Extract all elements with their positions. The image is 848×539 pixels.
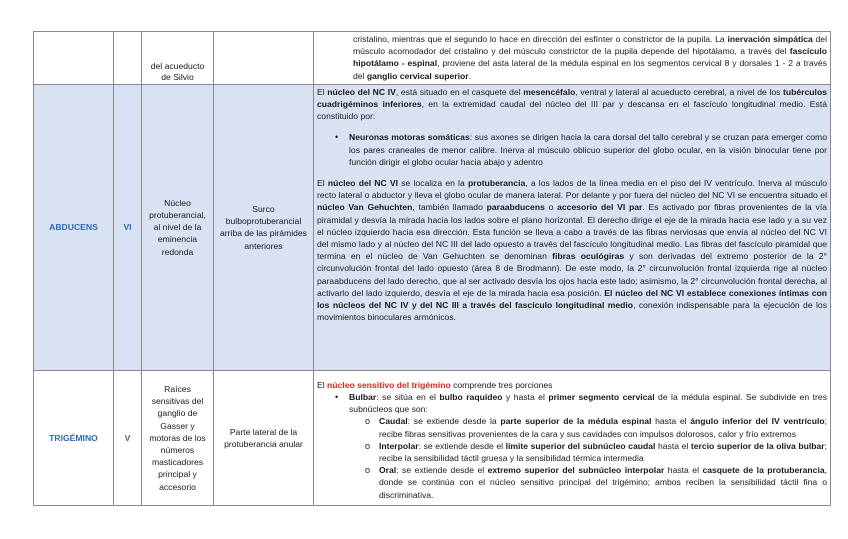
text-run: : se extiende desde la [407, 416, 501, 427]
text-run: . [468, 70, 471, 81]
bold-text: paraabducens [486, 202, 545, 213]
nucleus-abducens: Núcleo protuberancial, al nivel de la eminencia redonda [142, 84, 214, 370]
text-run: , también llamado [412, 202, 487, 213]
bullet-item-neuronas [317, 131, 827, 168]
bold-text: Oral [379, 465, 397, 476]
text-run: hasta el [655, 440, 691, 451]
bullet-item-bulbar [317, 391, 827, 415]
sub-bullet-glyph: o [365, 465, 371, 476]
text-run: , ventral y lateral al acueducto cerebral, a nivel de los [575, 86, 784, 97]
sub-bullet-text-oral [379, 464, 827, 501]
sub-bullet-glyph: o [365, 416, 371, 427]
bold-text: límite superior del subnúcleo caudal [505, 440, 656, 451]
paragraph-trigemino-intro [317, 379, 827, 391]
text-run: y son derivadas del extremo posterior de la 2° circunvolución frontal del lado opuesto (área 8 de Brodmann). De este modo, la 2° circunvolución frontal izquierda rige al núcleo paraabducens del lado derecho, que al ser activado desvía los ojos hacia este lado; asimismo, la 2° circunvolución frontal derecha, al activarlo del lado izquierdo, desvía el eje de la mirada hacia esa posición. [317, 251, 827, 298]
bullet-text-neuronas [349, 131, 827, 168]
bold-text: Interpolar [379, 440, 419, 451]
table-row-abducens [34, 84, 831, 370]
text-run: El [317, 178, 328, 189]
table-row-trigemino [34, 370, 831, 505]
bold-text: fascículo hipotálamo - espinal [353, 46, 827, 69]
text-run: : se sitúa en el [376, 392, 440, 403]
text-run: , conexión indispensable para la ejecución de los movimientos binoculares armónicos. [317, 300, 827, 323]
text-run: o [544, 202, 558, 213]
bold-text: protuberancia [467, 178, 526, 189]
nerve-number-trigemino: V [114, 370, 142, 505]
location-abducens: Surco bulboprotuberancial arriba de las pirámides anteriores [214, 84, 314, 370]
bold-text: fibras oculógiras [552, 251, 625, 262]
bold-text: Bulbar [349, 392, 377, 403]
table-row-previous [34, 32, 831, 85]
description-cell [314, 32, 831, 85]
bold-text: bulbo raquídeo [439, 392, 503, 403]
bold-text: parte superior de la médula espinal [500, 416, 652, 427]
sub-bullet-text-interpolar [379, 440, 827, 464]
bold-text: núcleo Van Gehuchten [317, 202, 413, 213]
sub-bullet-text-caudal [379, 415, 827, 439]
text-run: , a los lados de la línea media en el piso del IV ventrículo. Inerva al músculo recto lateral o abductor y lleva el globo ocular de manera lateral. Por delante y por fuera del núcleo del NC VI se encuentra situado el [317, 178, 827, 201]
bold-text: inervación simpática [727, 34, 813, 44]
sub-bullet-oral [317, 464, 827, 501]
sub-bullet-caudal [317, 415, 827, 439]
bold-text: Neuronas motoras somáticas [349, 132, 470, 143]
sub-bullet-interpolar [317, 440, 827, 464]
text-run: : se extiende desde el [418, 440, 506, 451]
nerve-name-trigemino: TRIGÉMINO [34, 370, 114, 505]
bold-text: ángulo inferior del IV ventrículo [690, 416, 825, 427]
bullet-glyph: • [335, 132, 339, 143]
description-trigemino [314, 370, 831, 505]
paragraph-nc-iv [317, 86, 827, 123]
text-run: . Es activado por fibras provenientes de la vía piramidal y desvía la mirada hacia los lados sobre el plano horizontal. El derecho dirige el eje de la mirada hacia ese lado y a su vez el núcleo izquierdo hacia esa dirección. Esta función se lleva a cabo a través de las fibras nerviosas que envía al núcleo del NC VI del mismo lado y al núcleo del NC III del lado opuesto a través del fascículo longitudinal medio. Las fibras del fascículo piramidal que termina en el núcleo de Van Gehuchten se denominan [317, 202, 827, 262]
description-abducens [314, 84, 831, 370]
highlight-text: núcleo sensitivo del trigémino [327, 379, 451, 390]
text-run: del músculo acomodador del cristalino y del músculo constrictor de la pupila depende del hipotálamo, a través del [353, 34, 827, 57]
bullet-text-bulbar [349, 391, 827, 415]
location-trigemino: Parte lateral de la protuberancia anular [214, 370, 314, 505]
location-cell [214, 32, 314, 85]
cranial-nerves-table [33, 31, 831, 506]
nerve-number-abducens: VI [114, 84, 142, 370]
sub-bullet-glyph: o [365, 440, 371, 451]
bullet-glyph: • [335, 392, 339, 403]
text-run: cristalino, mientras que el segundo lo hace en dirección del esfínter o constrictor de la pupila. La [353, 34, 728, 44]
previous-text-paragraph [317, 33, 827, 82]
text-run: hasta el [664, 465, 703, 476]
text-run: , proviene del asta lateral de la médula espinal en los segmentos cervical 8 y dorsales 1 - 2 a través del [353, 58, 827, 81]
bold-text: ganglio cervical superior [366, 70, 469, 81]
text-run: El [317, 379, 328, 390]
bold-text: extremo superior del subnúcleo interpolar [487, 465, 665, 476]
bold-text: tercio superior de la oliva bulbar [690, 440, 825, 451]
nucleus-cell: del acueducto de Silvio [142, 32, 214, 85]
bold-text: tubérculos cuadrigéminos inferiores [317, 86, 827, 110]
text-run: ; recibe la sensibilidad táctil gruesa y la sensibilidad térmica intermedia [379, 440, 828, 464]
bold-text: accesorio del VI par [557, 202, 643, 213]
bold-text: mesencéfalo [523, 86, 576, 97]
bold-text: primer segmento cervical [548, 392, 655, 403]
nerve-name-abducens: ABDUCENS [34, 84, 114, 370]
paragraph-nc-vi [317, 177, 827, 323]
bold-text: El núcleo del NC VI establece conexiones íntimas con los núcleos del NC IV y del NC III a través del fascículo longitudinal medio [317, 287, 828, 311]
text-run: hasta el [651, 416, 691, 427]
bold-text: casquete de la protuberancia [702, 465, 825, 476]
text-run: , donde se continúa con el núcleo sensitivo principal del trigémino; ambos reciben la sensibilidad táctil fina o discriminativa. [379, 465, 828, 500]
bold-text: núcleo del NC VI [327, 178, 399, 189]
text-run: comprende tres porciones [450, 379, 553, 390]
text-run: se localiza en la [398, 178, 468, 189]
nerve-number-cell [114, 32, 142, 85]
text-run: , está situado en el casquete del [395, 86, 524, 97]
text-run: ; recibe fibras sensitivas provenientes de la cara y sus cavidades con impulsos dolorosos, calor y frío extremos [379, 416, 827, 439]
bold-text: núcleo del NC IV [327, 86, 396, 97]
text-run: y hasta el [502, 392, 549, 403]
text-run: El [317, 86, 328, 97]
nerve-name-cell [34, 32, 114, 85]
bold-text: Caudal [379, 416, 408, 427]
text-run: , en la extremidad caudal del núcleo del III par y descansa en el fascículo longitudinal medio. Está constituido por: [317, 99, 827, 122]
text-run: : sus axones se dirigen hacia la cara dorsal del tallo cerebral y se cruzan para emerger como los pares craneales de menor calibre. Inerva al músculo oblicuo superior del globo ocular, en la visión binocular tiene por función dirigir el globo ocular hacia abajo y adentro [349, 132, 827, 167]
nucleus-trigemino: Raíces sensitivas del ganglio de Gasser y motoras de los números masticadores principal y accesorio [142, 370, 214, 505]
text-run: : se extiende desde el [396, 465, 488, 476]
text-run: de la médula espinal. Se subdivide en tres subnúcleos que son: [349, 392, 827, 415]
